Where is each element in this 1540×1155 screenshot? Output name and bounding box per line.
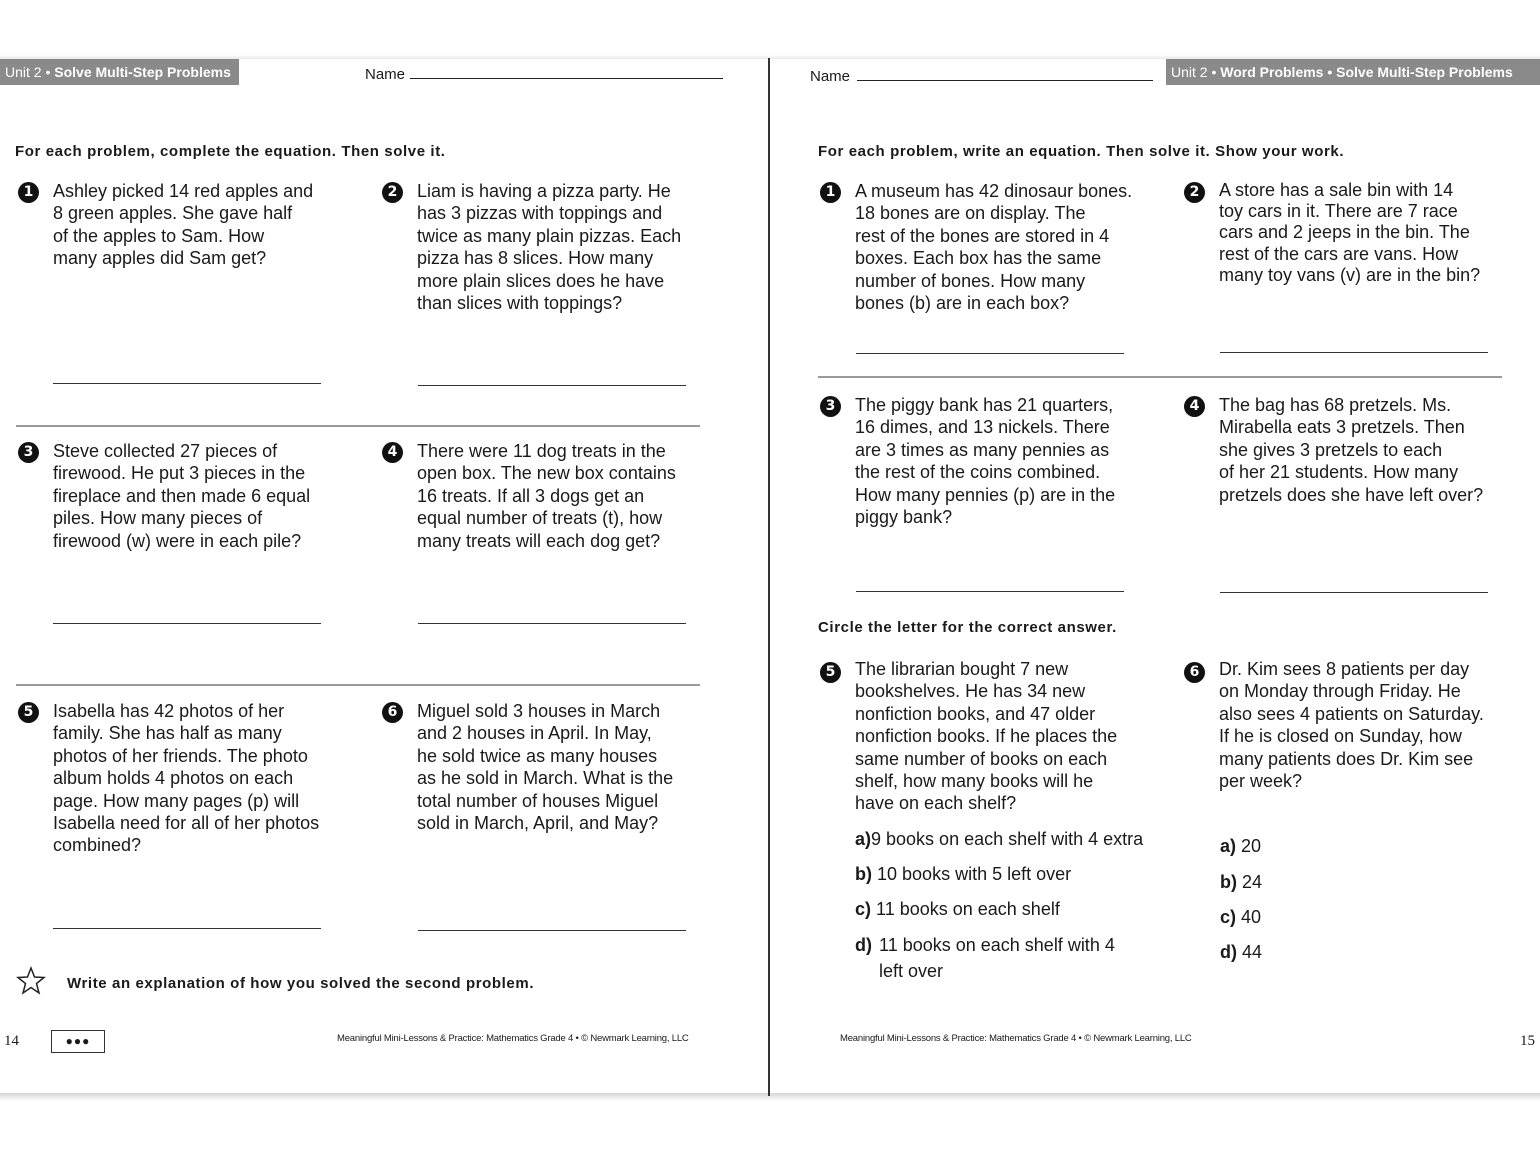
problem-number-badge: 2 [1184,182,1205,203]
choice-a[interactable] [855,826,1143,852]
choice-c[interactable] [855,896,1060,922]
problem-number-badge: 6 [382,702,403,723]
unit-title: Word Problems • Solve Multi-Step Problems [1220,64,1513,80]
problem-text: The librarian bought 7 new bookshelves. He has 34 new nonfiction books, and 47 older nonfiction books. If he places the same number of books on each shelf, how many books will he have on each shelf? [855,659,1118,814]
name-field[interactable] [857,80,1153,81]
problem-number-badge: 5 [18,702,39,723]
answer-line[interactable] [418,930,686,931]
footer-credit: Meaningful Mini-Lessons & Practice: Mathematics Grade 4 • © Newmark Learning, LLC [337,1033,689,1044]
instructions: For each problem, write an equation. Then solve it. Show your work. [818,143,1345,160]
unit-tab [0,59,239,85]
name-label: Name [365,66,406,83]
choice-b[interactable] [855,861,1071,887]
choice-text: 20 [1241,836,1262,856]
name-field[interactable] [410,78,723,79]
answer-line[interactable] [418,623,686,624]
answer-line[interactable] [53,383,321,384]
section-divider [16,425,700,427]
choice-letter: a) [1220,836,1237,856]
unit-label: Unit 2 • [5,64,51,80]
star-icon [16,966,46,996]
page-number: 15 [1520,1033,1535,1049]
answer-line[interactable] [1220,592,1488,593]
choice-letter: b) [1220,872,1237,892]
problem-text: Liam is having a pizza party. He has 3 pizzas with toppings and twice as many plain pizzas. Each pizza has 8 slices. How many more plain slices does he have than slices with toppings? [417,181,682,314]
problem-text: Isabella has 42 photos of her family. She has half as many photos of her friends. The photo album holds 4 photos on each page. How many pages (p) will Isabella need for all of her photos combined? [53,701,320,856]
answer-line[interactable] [1220,352,1488,353]
footer-credit: Meaningful Mini-Lessons & Practice: Mathematics Grade 4 • © Newmark Learning, LLC [840,1033,1192,1044]
problem-text: There were 11 dog treats in the open box. The new box contains 16 treats. If all 3 dogs get an equal number of treats (t), how many treats will each dog get? [417,441,676,551]
choice-d[interactable] [1220,939,1262,965]
problem-number-badge: 4 [382,442,403,463]
page-bottom-shadow [0,1093,1540,1101]
name-label: Name [810,68,851,85]
unit-tab [1166,59,1540,85]
problem-text: Miguel sold 3 houses in March and 2 houses in April. In May, he sold twice as many houses as he sold in March. What is the total number of houses Miguel sold in March, April, and May? [417,701,674,834]
choice-letter: c) [855,899,872,919]
challenge-prompt: Write an explanation of how you solved the second problem. [67,975,535,992]
choice-text: 10 books with 5 left over [877,864,1072,884]
problem-number-badge: 5 [820,662,841,683]
problem-number-badge: 6 [1184,662,1205,683]
choice-letter: c) [1220,907,1237,927]
problem-number-badge: 3 [820,396,841,417]
choice-letter: d) [855,935,872,955]
problem-text: The bag has 68 pretzels. Ms. Mirabella eats 3 pretzels. Then she gives 3 pretzels to each of her 21 students. How many pretzels does she have left over? [1219,395,1484,505]
unit-title: Solve Multi-Step Problems [54,64,231,80]
choice-letter: d) [1220,942,1237,962]
instructions: For each problem, complete the equation. Then solve it. [15,143,446,160]
problem-text: A store has a sale bin with 14 toy cars in it. There are 7 race cars and 2 jeeps in the bin. The rest of the cars are vans. How many toy vans (v) are in the bin? [1219,180,1481,285]
choice-text: 40 [1241,907,1262,927]
choice-c[interactable] [1220,904,1261,930]
choice-letter: a) [855,829,872,849]
unit-label: Unit 2 • [1171,64,1217,80]
choice-text: 44 [1242,942,1263,962]
answer-line[interactable] [53,623,321,624]
book-gutter [768,58,770,1096]
choice-letter: b) [855,864,872,884]
page-number: 14 [4,1033,19,1049]
problem-text: Dr. Kim sees 8 patients per day on Monday through Friday. He also sees 4 patients on Saturday. If he is closed on Sunday, how many patients does Dr. Kim see per week? [1219,659,1484,792]
problem-text: The piggy bank has 21 quarters, 16 dimes, and 13 nickels. There are 3 times as many pennies as the rest of the coins combined. How many pennies (p) are in the piggy bank? [855,395,1116,528]
problem-number-badge: 3 [18,442,39,463]
answer-line[interactable] [53,928,321,929]
level-indicator: ●●● [51,1030,105,1053]
section-divider [16,684,700,686]
problem-text: Steve collected 27 pieces of firewood. He put 3 pieces in the fireplace and then made 6 equal piles. How many pieces of firewood (w) were in each pile? [53,441,311,551]
answer-line[interactable] [418,385,686,386]
choice-text: 9 books on each shelf with 4 extra [871,829,1144,849]
choice-b[interactable] [1220,869,1262,895]
problem-text: A museum has 42 dinosaur bones. 18 bones are on display. The rest of the bones are stored in 4 boxes. Each box has the same number of bones. How many bones (b) are in each box? [855,181,1133,314]
problem-number-badge: 2 [382,182,403,203]
choice-text: 24 [1242,872,1263,892]
multiple-choice-instructions: Circle the letter for the correct answer. [818,619,1117,636]
problem-number-badge: 1 [820,182,841,203]
answer-line[interactable] [856,353,1124,354]
section-divider [818,376,1502,378]
answer-line[interactable] [856,591,1124,592]
choice-text: 11 books on each shelf with 4 left over [879,935,1115,981]
problem-number-badge: 1 [18,182,39,203]
problem-text: Ashley picked 14 red apples and 8 green apples. She gave half of the apples to Sam. How many apples did Sam get? [53,181,314,269]
choice-text: 11 books on each shelf [876,899,1060,919]
problem-number-badge: 4 [1184,396,1205,417]
choice-a[interactable] [1220,833,1261,859]
choice-d[interactable] [855,932,1115,984]
